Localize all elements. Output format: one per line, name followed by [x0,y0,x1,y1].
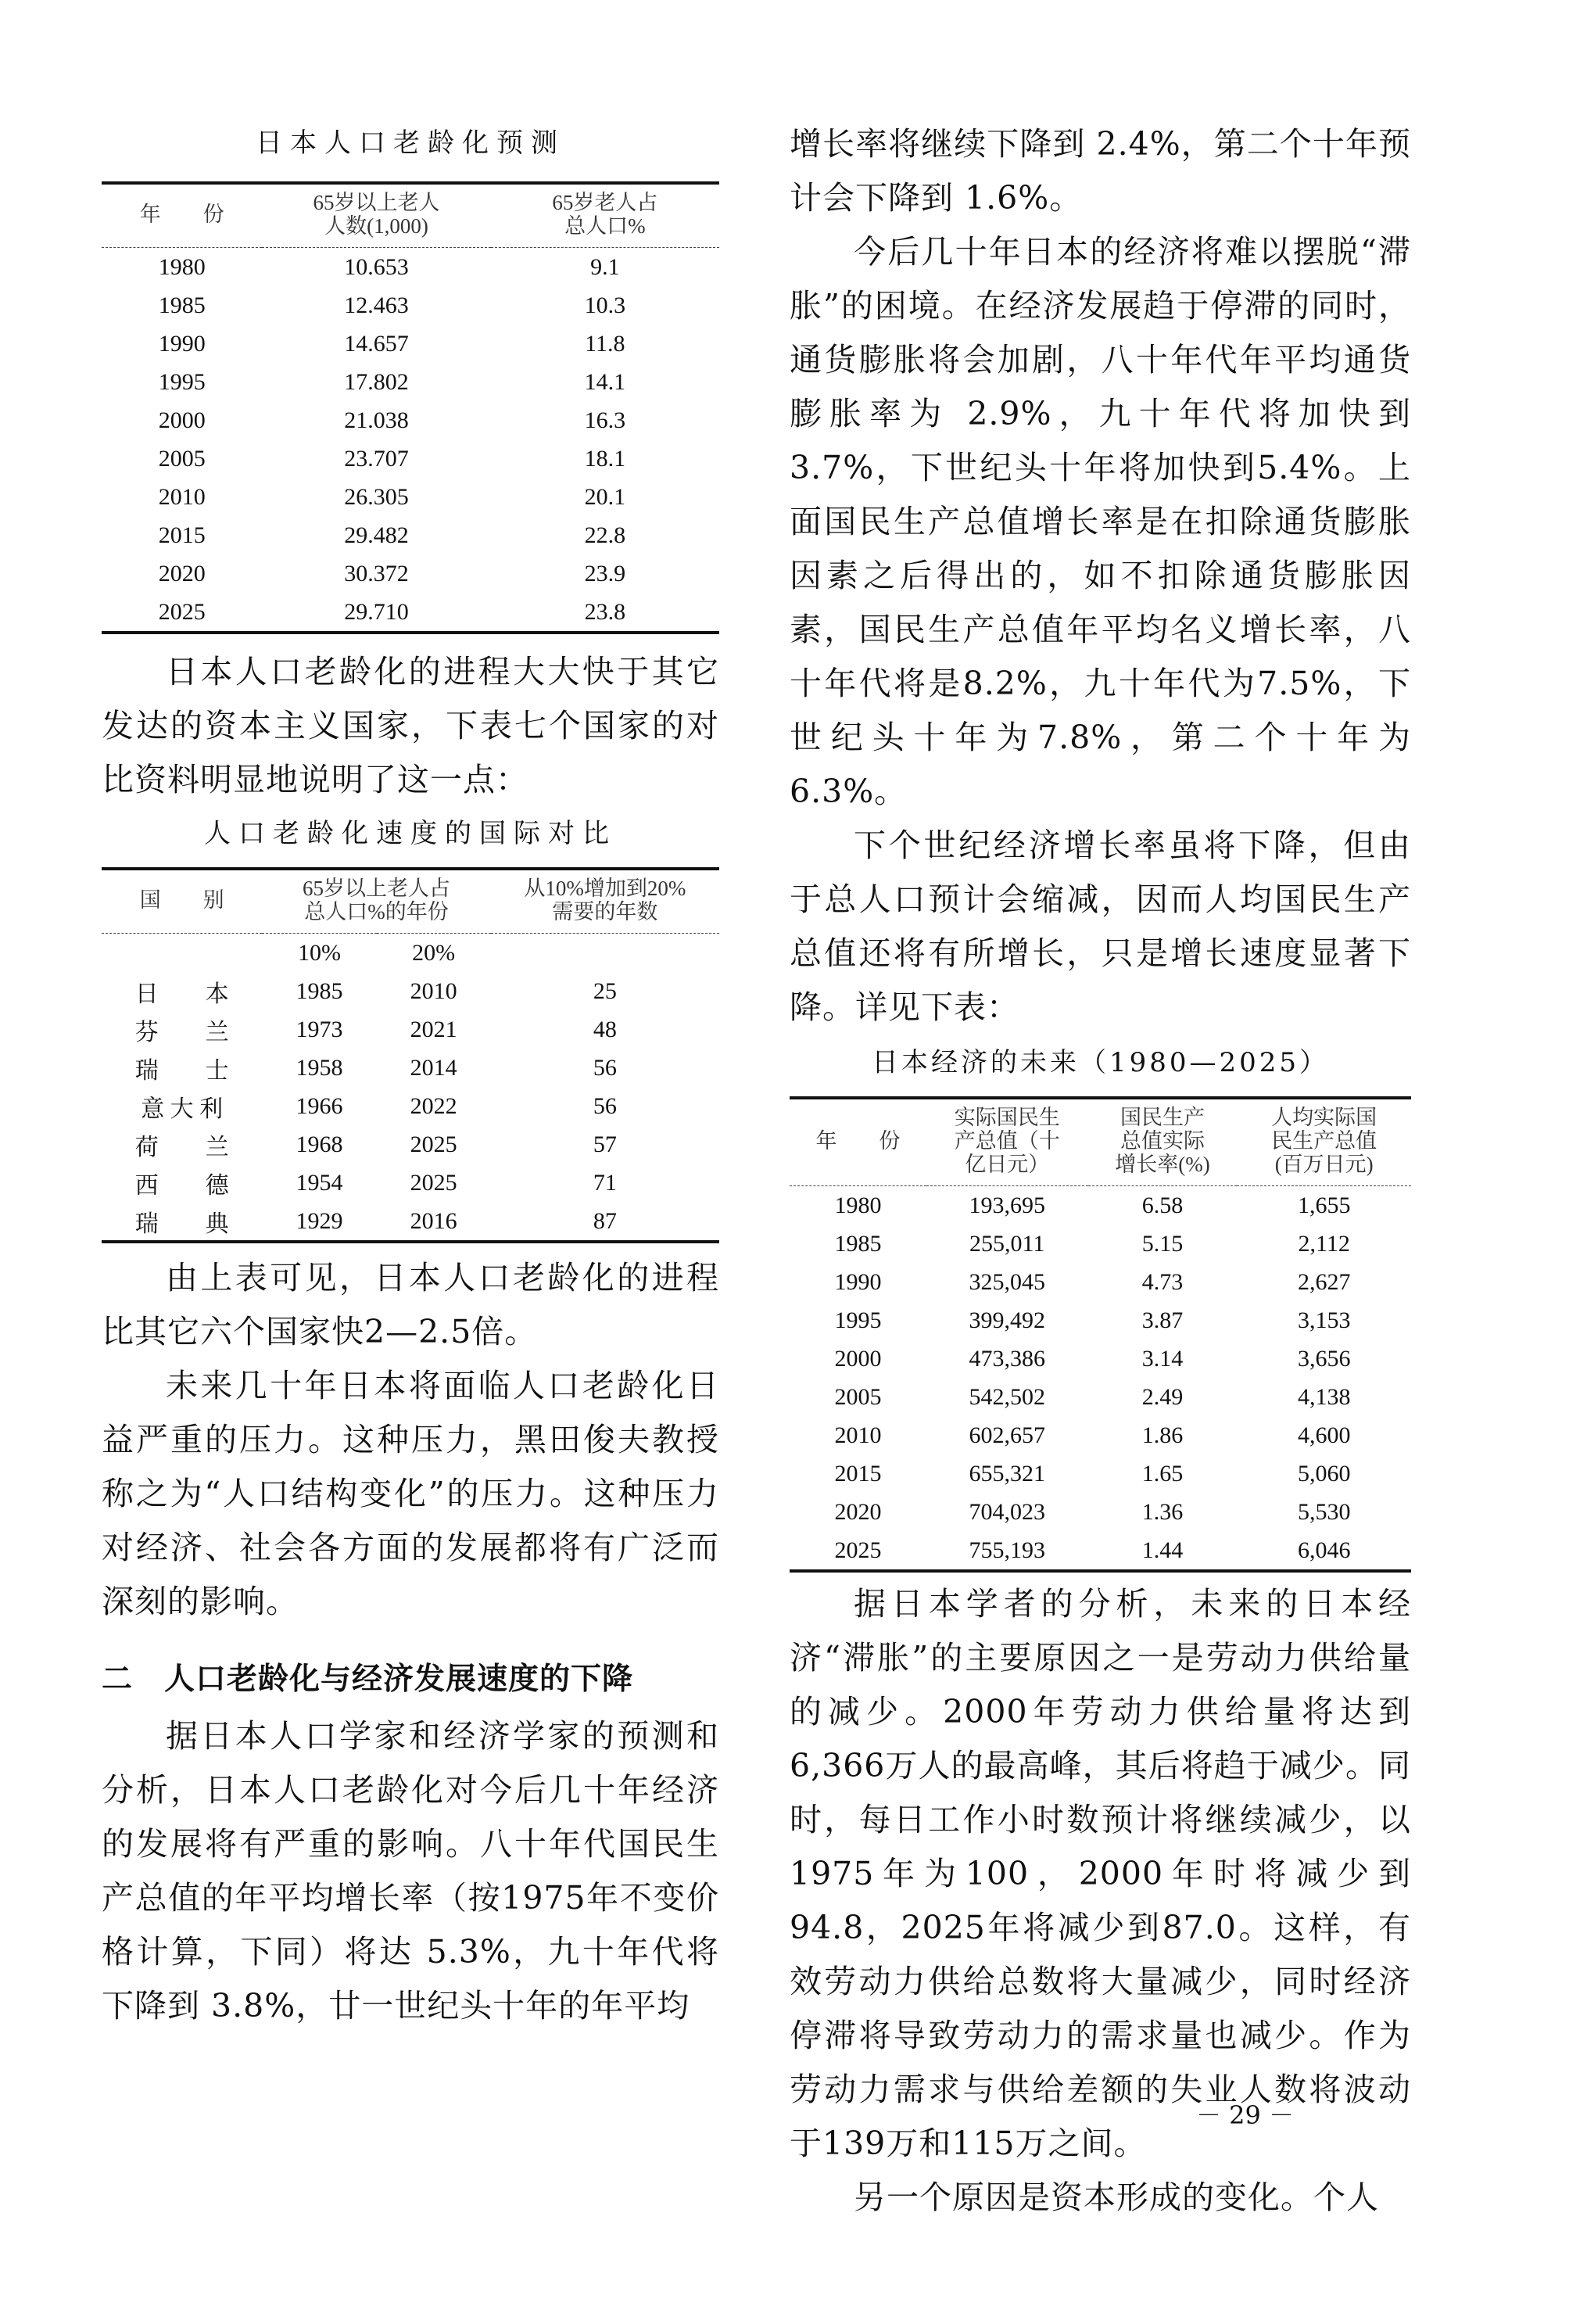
table-cell: 1995 [158,368,206,395]
table-cell: 755,193 [969,1537,1045,1563]
paragraph: 据日本学者的分析，未来的日本经济“滞胀”的主要原因之一是劳动力供给量的减少。2000年劳动力供给量将达到6,366万人的最高峰，其后将趋于减少。同时，每日工作小时数预计将继续减少，以1975年为100，2000年时将减少到94.8，2025年将减少到87.0。这样，有效劳动力供给总数将大量减少，同时经济停滞将导致劳动力的需求量也减少。作为劳动力需求与供给差额的失业人数将波动于139万和115万之间。 [790,1585,1411,2162]
table-cell: 57 [593,1131,617,1157]
table-cell: 473,386 [969,1345,1045,1372]
table-cell: 5.15 [1141,1230,1184,1257]
table-cell: 2022 [410,1092,457,1119]
right-column [790,0,1411,2225]
table-row [790,1416,1411,1454]
table-cell: 71 [593,1169,617,1196]
table-cell: 399,492 [969,1307,1045,1333]
table-cell: 1995 [834,1307,882,1333]
table-cell: 西 德 [134,1172,229,1199]
table-cell: 29.710 [344,598,409,625]
table-header-row [102,183,719,248]
table-cell: 2,112 [1298,1230,1350,1257]
table-row [102,401,719,439]
table-row [102,325,719,363]
table-cell: 5,060 [1297,1460,1351,1487]
paragraph: 另一个原因是资本形成的变化。个人 [854,2179,1379,2216]
table-cell: 2010 [834,1422,882,1448]
table3-title: 日本经济的未来（1980—2025） [871,1047,1330,1078]
table-row [790,1186,1411,1225]
paragraph: 未来几十年日本将面临人口老龄化日益严重的压力。这种压力，黑田俊夫教授称之为“人口结构变化”的压力。这种压力对经济、社会各方面的发展都将有广泛而深刻的影响。 [102,1367,719,1620]
table-cell: 29.482 [344,522,409,548]
table-cell: 1929 [296,1207,343,1234]
table-cell: 2010 [410,977,457,1004]
table-cell: 18.1 [584,445,626,472]
table-cell: 1958 [296,1054,343,1081]
table-cell: 3,153 [1297,1307,1351,1333]
table-row [790,1378,1411,1416]
table-cell: 1980 [834,1192,882,1218]
table-cell: 21.038 [344,407,409,433]
table-cell: 25 [593,977,617,1004]
table-cell: 荷 兰 [134,1134,229,1160]
col-header-elderly-count: 65岁以上老人 人数(1,000) [262,183,490,248]
table-row [102,1202,719,1242]
table-cell: 4,138 [1297,1383,1351,1410]
col-header-years: 65岁以上老人占 总人口%的年份 [262,869,490,934]
table-cell: 2005 [834,1383,882,1410]
paragraph: 今后几十年日本的经济将难以摆脱“滞胀”的困境。在经济发展趋于停滞的同时，通货膨胀将会加剧，八十年代年平均通货膨胀率为 2.9%，九十年代将加快到3.7%，下世纪头十年将加快到5.4%。上面国民生产总值增长率是在扣除通货膨胀因素之后得出的，如不扣除通货膨胀因素，国民生产总值年平均名义增长率，八十年代将是8.2%，九十年代为7.5%，下世纪头十年为7.8%，第二个十年为6.3%。 [790,233,1411,810]
table-row [102,1164,719,1202]
table-cell: 1968 [296,1131,343,1157]
table-cell: 23.8 [584,598,626,625]
col-header-growth-rate: 国民生产 总值实际 增长率(%) [1088,1098,1238,1186]
table-row [102,516,719,554]
page-number: － 29 － [1196,2100,1295,2130]
table-row [102,363,719,401]
subheader-20pct: 20% [412,939,456,966]
table-row [102,593,719,633]
table-cell: 2.49 [1141,1383,1184,1410]
table-cell: 2025 [834,1537,882,1563]
subheader-row [102,934,719,973]
table-cell: 1954 [296,1169,343,1196]
table-cell: 10.3 [584,292,626,318]
table-row [790,1493,1411,1531]
table-cell: 2,627 [1297,1268,1351,1295]
table-cell: 1973 [296,1016,343,1042]
table-cell: 2021 [410,1016,457,1042]
table-cell: 325,045 [969,1268,1045,1295]
table-cell: 6,046 [1297,1537,1351,1563]
table-row [102,478,719,516]
table-cell: 1990 [158,330,206,357]
table-cell: 1985 [296,977,343,1004]
table-cell: 2014 [410,1054,457,1081]
table-cell: 14.657 [344,330,409,357]
table-cell: 56 [593,1054,617,1081]
table-cell: 6.58 [1141,1192,1184,1218]
table-cell: 1.86 [1141,1422,1184,1448]
table-cell: 30.372 [344,560,409,586]
table-cell: 2016 [410,1207,457,1234]
table-row [102,554,719,593]
table-row [102,1010,719,1049]
table-cell: 2000 [158,407,206,433]
left-column [102,0,719,2033]
col-header-elderly-pct: 65岁老人占 总人口% [491,183,719,248]
table-row [790,1340,1411,1378]
col-header-per-capita: 人均实际国 民生产总值 (百万日元) [1237,1098,1411,1186]
table-cell: 20.1 [584,483,626,510]
table-row [102,1125,719,1164]
table-cell: 4,600 [1297,1422,1351,1448]
table-cell: 意 大 利 [141,1096,224,1122]
table-cell: 2025 [410,1131,457,1157]
table-cell: 22.8 [584,522,626,548]
table-cell: 1.36 [1141,1498,1184,1525]
table-cell: 2025 [158,598,206,625]
table-cell: 1985 [834,1230,882,1257]
table-cell: 1980 [158,253,206,280]
table-japan-economy-future [790,1096,1411,1573]
table-cell: 2020 [834,1498,882,1525]
table-cell: 2005 [158,445,206,472]
table-cell: 3.87 [1141,1307,1184,1333]
table-cell: 1966 [296,1092,343,1119]
table-cell: 1,655 [1297,1192,1351,1218]
table-cell: 瑞 典 [134,1210,229,1237]
table-cell: 1.65 [1141,1460,1184,1487]
table-cell: 9.1 [590,253,620,280]
table-cell: 26.305 [344,483,409,510]
table-cell: 2015 [158,522,206,548]
col-header-country: 国 别 [102,869,262,934]
col-header-real-gnp: 实际国民生 产总值（十 亿日元） [926,1098,1088,1186]
table-cell: 1.44 [1141,1537,1184,1563]
paragraph: 据日本人口学家和经济学家的预测和分析，日本人口老龄化对今后几十年经济的发展将有严重的影响。八十年代国民生产总值的年平均增长率（按1975年不变价格计算，下同）将达 5.3%，九十年代将下降到 3.8%，廿一世纪头十年的年平均 [102,1717,719,2025]
table-cell: 2015 [834,1460,882,1487]
table2-title: 人口老龄化速度的国际对比 [204,818,617,849]
table-cell: 16.3 [584,407,626,433]
table-cell: 542,502 [969,1383,1045,1410]
table-cell: 704,023 [969,1498,1045,1525]
col-header-year: 年 份 [790,1098,926,1186]
table-row [790,1301,1411,1340]
paragraph: 下个世纪经济增长率虽将下降，但由于总人口预计会缩减，因而人均国民生产总值还将有所增长，只是增长速度显著下降。详见下表： [790,827,1411,1026]
col-header-year: 年 份 [102,183,262,248]
table-cell: 10.653 [344,253,409,280]
table-cell: 602,657 [969,1422,1045,1448]
table-cell: 2025 [410,1169,457,1196]
table-cell: 655,321 [969,1460,1045,1487]
table-row [790,1454,1411,1493]
table-cell: 芬 兰 [134,1019,229,1045]
table-cell: 12.463 [344,292,409,318]
table-header-row [790,1098,1411,1186]
table-cell: 5,530 [1297,1498,1351,1525]
table-cell: 193,695 [969,1192,1045,1218]
table-cell: 1990 [834,1268,882,1295]
paragraph: 增长率将继续下降到 2.4%，第二个十年预计会下降到 1.6%。 [790,125,1411,217]
table-row [790,1225,1411,1263]
table-international-comparison [102,867,719,1243]
table-cell: 14.1 [584,368,626,395]
table-cell: 56 [593,1092,617,1119]
table-cell: 4.73 [1141,1268,1184,1295]
table-aging-forecast [102,181,719,634]
table-row [102,972,719,1010]
table-cell: 11.8 [585,330,625,357]
table-row [102,439,719,478]
table-cell: 1985 [158,292,206,318]
table-cell: 2000 [834,1345,882,1372]
table-row [102,286,719,325]
table-cell: 3,656 [1297,1345,1351,1372]
subheader-10pct: 10% [297,939,341,966]
table-cell: 日 本 [134,981,229,1007]
table-cell: 255,011 [969,1230,1045,1257]
table-row [790,1531,1411,1571]
table-row [790,1263,1411,1301]
table-cell: 2020 [158,560,206,586]
table-row [102,248,719,287]
paragraph: 日本人口老龄化的进程大大快于其它发达的资本主义国家，下表七个国家的对比资料明显地说明了这一点： [102,653,719,798]
table-cell: 2010 [158,483,206,510]
table-row [102,1049,719,1087]
table-cell: 48 [593,1016,617,1042]
table-cell: 3.14 [1141,1345,1184,1372]
table1-title: 日本人口老龄化预测 [256,127,565,159]
table-cell: 87 [593,1207,617,1234]
table-cell: 17.802 [344,368,409,395]
section-heading: 二 人口老龄化与经济发展速度的下降 [102,1662,634,1697]
table-cell: 23.9 [584,560,626,586]
table-row [102,1087,719,1125]
paragraph: 由上表可见，日本人口老龄化的进程比其它六个国家快2—2.5倍。 [102,1259,719,1350]
table-cell: 23.707 [344,445,409,472]
table-cell: 瑞 士 [134,1057,229,1084]
table-header-row [102,869,719,934]
col-header-duration: 从10%增加到20% 需要的年数 [491,869,719,934]
